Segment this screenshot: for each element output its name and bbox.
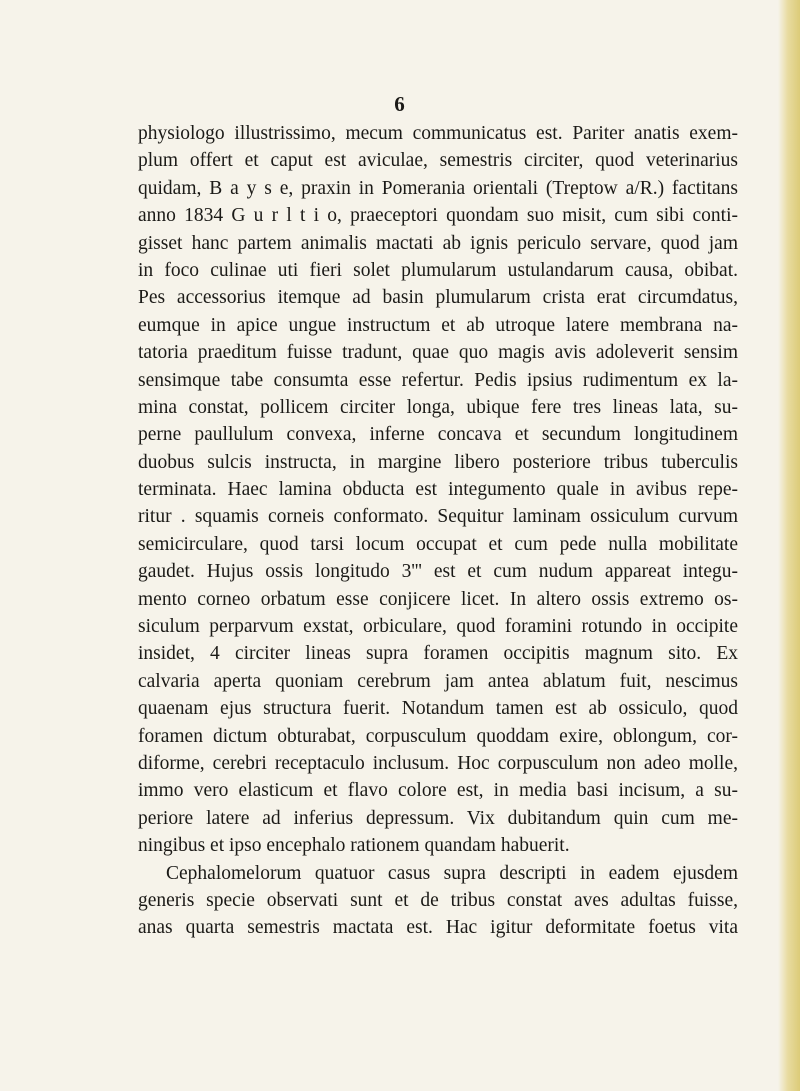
text-line: eumque in apice ungue instructum et ab utroque latere membrana na- (138, 314, 738, 336)
text-line: tatoria praeditum fuisse tradunt, quae quo magis avis adoleverit sensim (138, 342, 738, 364)
text-line: calvaria aperta quoniam cerebrum jam antea ablatum fuit, nescimus (138, 670, 738, 692)
text-line: terminata. Haec lamina obducta est integumento quale in avibus repe- (138, 479, 738, 501)
body-text (138, 120, 738, 942)
paragraph-1 (138, 120, 738, 860)
text-line: periore latere ad inferius depressum. Vix dubitandum quin cum me- (138, 807, 738, 829)
text-line: mento corneo orbatum esse conjicere licet. In altero ossis extremo os- (138, 588, 738, 610)
text-line: diforme, cerebri receptaculo inclusum. Hoc corpusculum non adeo molle, (138, 752, 738, 774)
page-edge-shadow (778, 0, 800, 1091)
text-line: Cephalomelorum quatuor casus supra descripti in eadem ejusdem (166, 862, 738, 884)
text-line: plum offert et caput est aviculae, semestris circiter, quod veterinarius (138, 150, 738, 172)
text-line: ningibus et ipso encephalo rationem quandam habuerit. (138, 835, 570, 857)
text-line: mina constat, pollicem circiter longa, ubique fere tres lineas lata, su- (138, 396, 738, 418)
text-line: ritur . squamis corneis conformato. Sequitur laminam ossiculum curvum (138, 506, 738, 528)
paragraph-2 (138, 860, 738, 942)
page-number: 6 (394, 92, 406, 116)
text-line: gaudet. Hujus ossis longitudo 3''' est et cum nudum appareat integu- (138, 561, 738, 583)
text-line: anno 1834 G u r l t i o, praeceptori quondam suo misit, cum sibi conti- (138, 205, 738, 227)
text-line: quidam, B a y s e, praxin in Pomerania orientali (Treptow a/R.) factitans (138, 177, 738, 199)
text-line: immo vero elasticum et flavo colore est, in media basi incisum, a su- (138, 780, 738, 802)
text-line: duobus sulcis instructa, in margine libero posteriore tribus tuberculis (138, 451, 738, 473)
text-line: siculum perparvum exstat, orbiculare, quod foramini rotundo in occipite (138, 616, 738, 638)
text-line: generis specie observati sunt et de tribus constat aves adultas fuisse, (138, 889, 738, 911)
text-line: insidet, 4 circiter lineas supra foramen occipitis magnum sito. Ex (138, 643, 738, 665)
text-line: gisset hanc partem animalis mactati ab ignis periculo servare, quod jam (138, 232, 738, 254)
text-line: perne paullulum convexa, inferne concava et secundum longitudinem (138, 424, 738, 446)
text-line: sensimque tabe consumta esse refertur. Pedis ipsius rudimentum ex la- (138, 369, 738, 391)
text-line: Pes accessorius itemque ad basin plumularum crista erat circumdatus, (138, 287, 738, 309)
text-line: physiologo illustrissimo, mecum communicatus est. Pariter anatis exem- (138, 123, 738, 144)
text-line: anas quarta semestris mactata est. Hac igitur deformitate foetus vita (138, 917, 738, 939)
text-line: foramen dictum obturabat, corpusculum quoddam exire, oblongum, cor- (138, 725, 738, 747)
text-line: quaenam ejus structura fuerit. Notandum tamen est ab ossiculo, quod (138, 698, 738, 720)
text-line: semicirculare, quod tarsi locum occupat et cum pede nulla mobilitate (138, 533, 738, 555)
text-line: in foco culinae uti fieri solet plumularum ustulandarum causa, obibat. (138, 259, 738, 281)
